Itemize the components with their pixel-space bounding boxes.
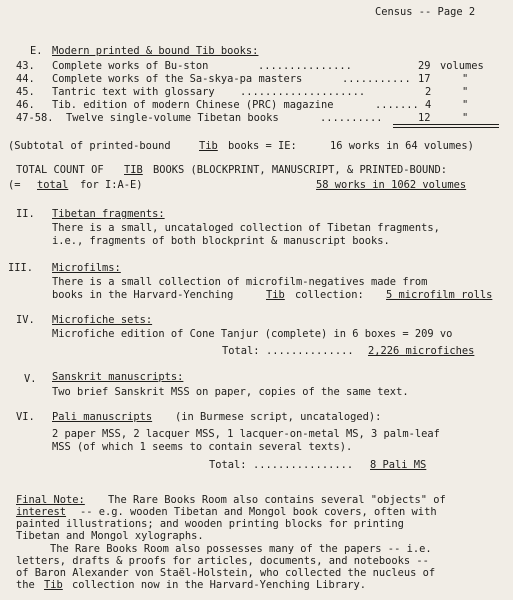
subtotal-label-end: books = IE: bbox=[228, 140, 297, 152]
section-vi-total-label: Total: bbox=[209, 459, 247, 471]
section-ii-numeral: II. bbox=[16, 208, 35, 220]
item-title: Tib. edition of modern Chinese (PRC) magazine bbox=[52, 99, 334, 111]
final-note-line: Tibetan and Mongol xylographs. bbox=[16, 530, 204, 542]
section-v-numeral: V. bbox=[24, 373, 37, 385]
item-leader: ............... bbox=[258, 60, 352, 72]
item-title: Tantric text with glossary bbox=[52, 86, 215, 98]
final-note-line: the bbox=[16, 579, 35, 591]
sum-rule-top bbox=[393, 124, 499, 125]
final-note-interest: interest bbox=[16, 506, 67, 518]
total-count-paren: (= bbox=[8, 179, 21, 191]
item-unit: " bbox=[462, 73, 469, 85]
item-number: 46. bbox=[16, 99, 35, 111]
section-iv-total-label: Total: bbox=[222, 345, 260, 357]
section-iii-line-end: collection: bbox=[295, 289, 364, 301]
total-count-label-rest: BOOKS (BLOCKPRINT, MANUSCRIPT, & PRINTED-BOUND: bbox=[153, 164, 448, 176]
item-title: Complete works of the Sa-skya-pa masters bbox=[52, 73, 303, 85]
section-iv-total-leader: .............. bbox=[266, 345, 354, 357]
subtotal-label: (Subtotal of printed-bound bbox=[8, 140, 171, 152]
item-number: 45. bbox=[16, 86, 35, 98]
section-vi-heading-rest: (in Burmese script, uncataloged): bbox=[175, 411, 382, 423]
item-unit: " bbox=[462, 112, 469, 124]
item-leader: ....... bbox=[375, 99, 419, 111]
subtotal-tib: Tib bbox=[199, 140, 218, 152]
section-iv-numeral: IV. bbox=[16, 314, 35, 326]
section-iv-line: Microfiche edition of Cone Tanjur (complete) in 6 boxes = 209 vo bbox=[52, 328, 453, 340]
item-unit: volumes bbox=[440, 60, 484, 72]
final-note-line: -- e.g. wooden Tibetan and Mongol book covers, often with bbox=[80, 506, 437, 518]
item-count: 2 bbox=[425, 86, 432, 98]
final-note-line: The Rare Books Room also possesses many of the papers -- i.e. bbox=[50, 543, 432, 555]
item-number: 43. bbox=[16, 60, 35, 72]
section-iv-heading: Microfiche sets: bbox=[52, 314, 153, 326]
final-note-tib: Tib bbox=[44, 579, 63, 591]
section-vi-total-value: 8 Pali MS bbox=[370, 459, 427, 471]
section-iii-line: There is a small collection of microfilm-negatives made from bbox=[52, 276, 428, 288]
item-leader: .................... bbox=[240, 86, 366, 98]
section-e-letter: E. bbox=[30, 45, 43, 57]
final-note-label: Final Note: bbox=[16, 494, 85, 506]
section-vi-total-leader: ................ bbox=[253, 459, 354, 471]
section-vi-line: MSS (of which 1 seems to contain several texts). bbox=[52, 441, 353, 453]
total-count-total: total bbox=[37, 179, 69, 191]
section-iii-tib: Tib bbox=[266, 289, 285, 301]
sum-rule-bottom bbox=[393, 127, 499, 128]
total-count-scope: for I:A-E) bbox=[80, 179, 143, 191]
section-vi-heading: Pali manuscripts bbox=[52, 411, 153, 423]
section-iii-line: books in the Harvard-Yenching bbox=[52, 289, 234, 301]
section-ii-line: i.e., fragments of both blockprint & manuscript books. bbox=[52, 235, 390, 247]
final-note-line: letters, drafts & proofs for articles, documents, and notebooks -- bbox=[16, 555, 429, 567]
item-unit: " bbox=[462, 86, 469, 98]
item-count: 12 bbox=[418, 112, 431, 124]
section-iii-heading: Microfilms: bbox=[52, 262, 121, 274]
subtotal-value: 16 works in 64 volumes) bbox=[330, 140, 474, 152]
section-iv-total-value: 2,226 microfiches bbox=[368, 345, 475, 357]
item-count: 17 bbox=[418, 73, 431, 85]
item-number: 47-58. bbox=[16, 112, 54, 124]
section-vi-numeral: VI. bbox=[16, 411, 35, 423]
final-note-line: painted illustrations; and wooden printing blocks for printing bbox=[16, 518, 404, 530]
item-leader: ........... bbox=[342, 73, 411, 85]
running-head: Census -- Page 2 bbox=[375, 6, 476, 18]
item-leader: .......... bbox=[320, 112, 383, 124]
item-count: 29 bbox=[418, 60, 431, 72]
final-note-line: of Baron Alexander von Staël-Holstein, who collected the nucleus of bbox=[16, 567, 436, 579]
section-ii-heading: Tibetan fragments: bbox=[52, 208, 165, 220]
section-e-heading: Modern printed & bound Tib books: bbox=[52, 45, 259, 57]
item-count: 4 bbox=[425, 99, 432, 111]
section-v-line: Two brief Sanskrit MSS on paper, copies of the same text. bbox=[52, 386, 409, 398]
section-v-heading: Sanskrit manuscripts: bbox=[52, 371, 184, 383]
item-number: 44. bbox=[16, 73, 35, 85]
total-count-label: TOTAL COUNT OF bbox=[16, 164, 104, 176]
item-unit: " bbox=[462, 99, 469, 111]
section-iii-numeral: III. bbox=[8, 262, 34, 274]
total-count-tib: TIB bbox=[124, 164, 143, 176]
final-note-line: The Rare Books Room also contains several "objects" of bbox=[108, 494, 446, 506]
section-ii-line: There is a small, uncataloged collection of Tibetan fragments, bbox=[52, 222, 440, 234]
item-title: Twelve single-volume Tibetan books bbox=[66, 112, 279, 124]
item-title: Complete works of Bu-ston bbox=[52, 60, 209, 72]
section-vi-line: 2 paper MSS, 2 lacquer MSS, 1 lacquer-on-metal MS, 3 palm-leaf bbox=[52, 428, 440, 440]
final-note-line-end: collection now in the Harvard-Yenching Library. bbox=[72, 579, 367, 591]
total-count-value: 58 works in 1062 volumes bbox=[316, 179, 467, 191]
section-iii-value: 5 microfilm rolls bbox=[386, 289, 493, 301]
